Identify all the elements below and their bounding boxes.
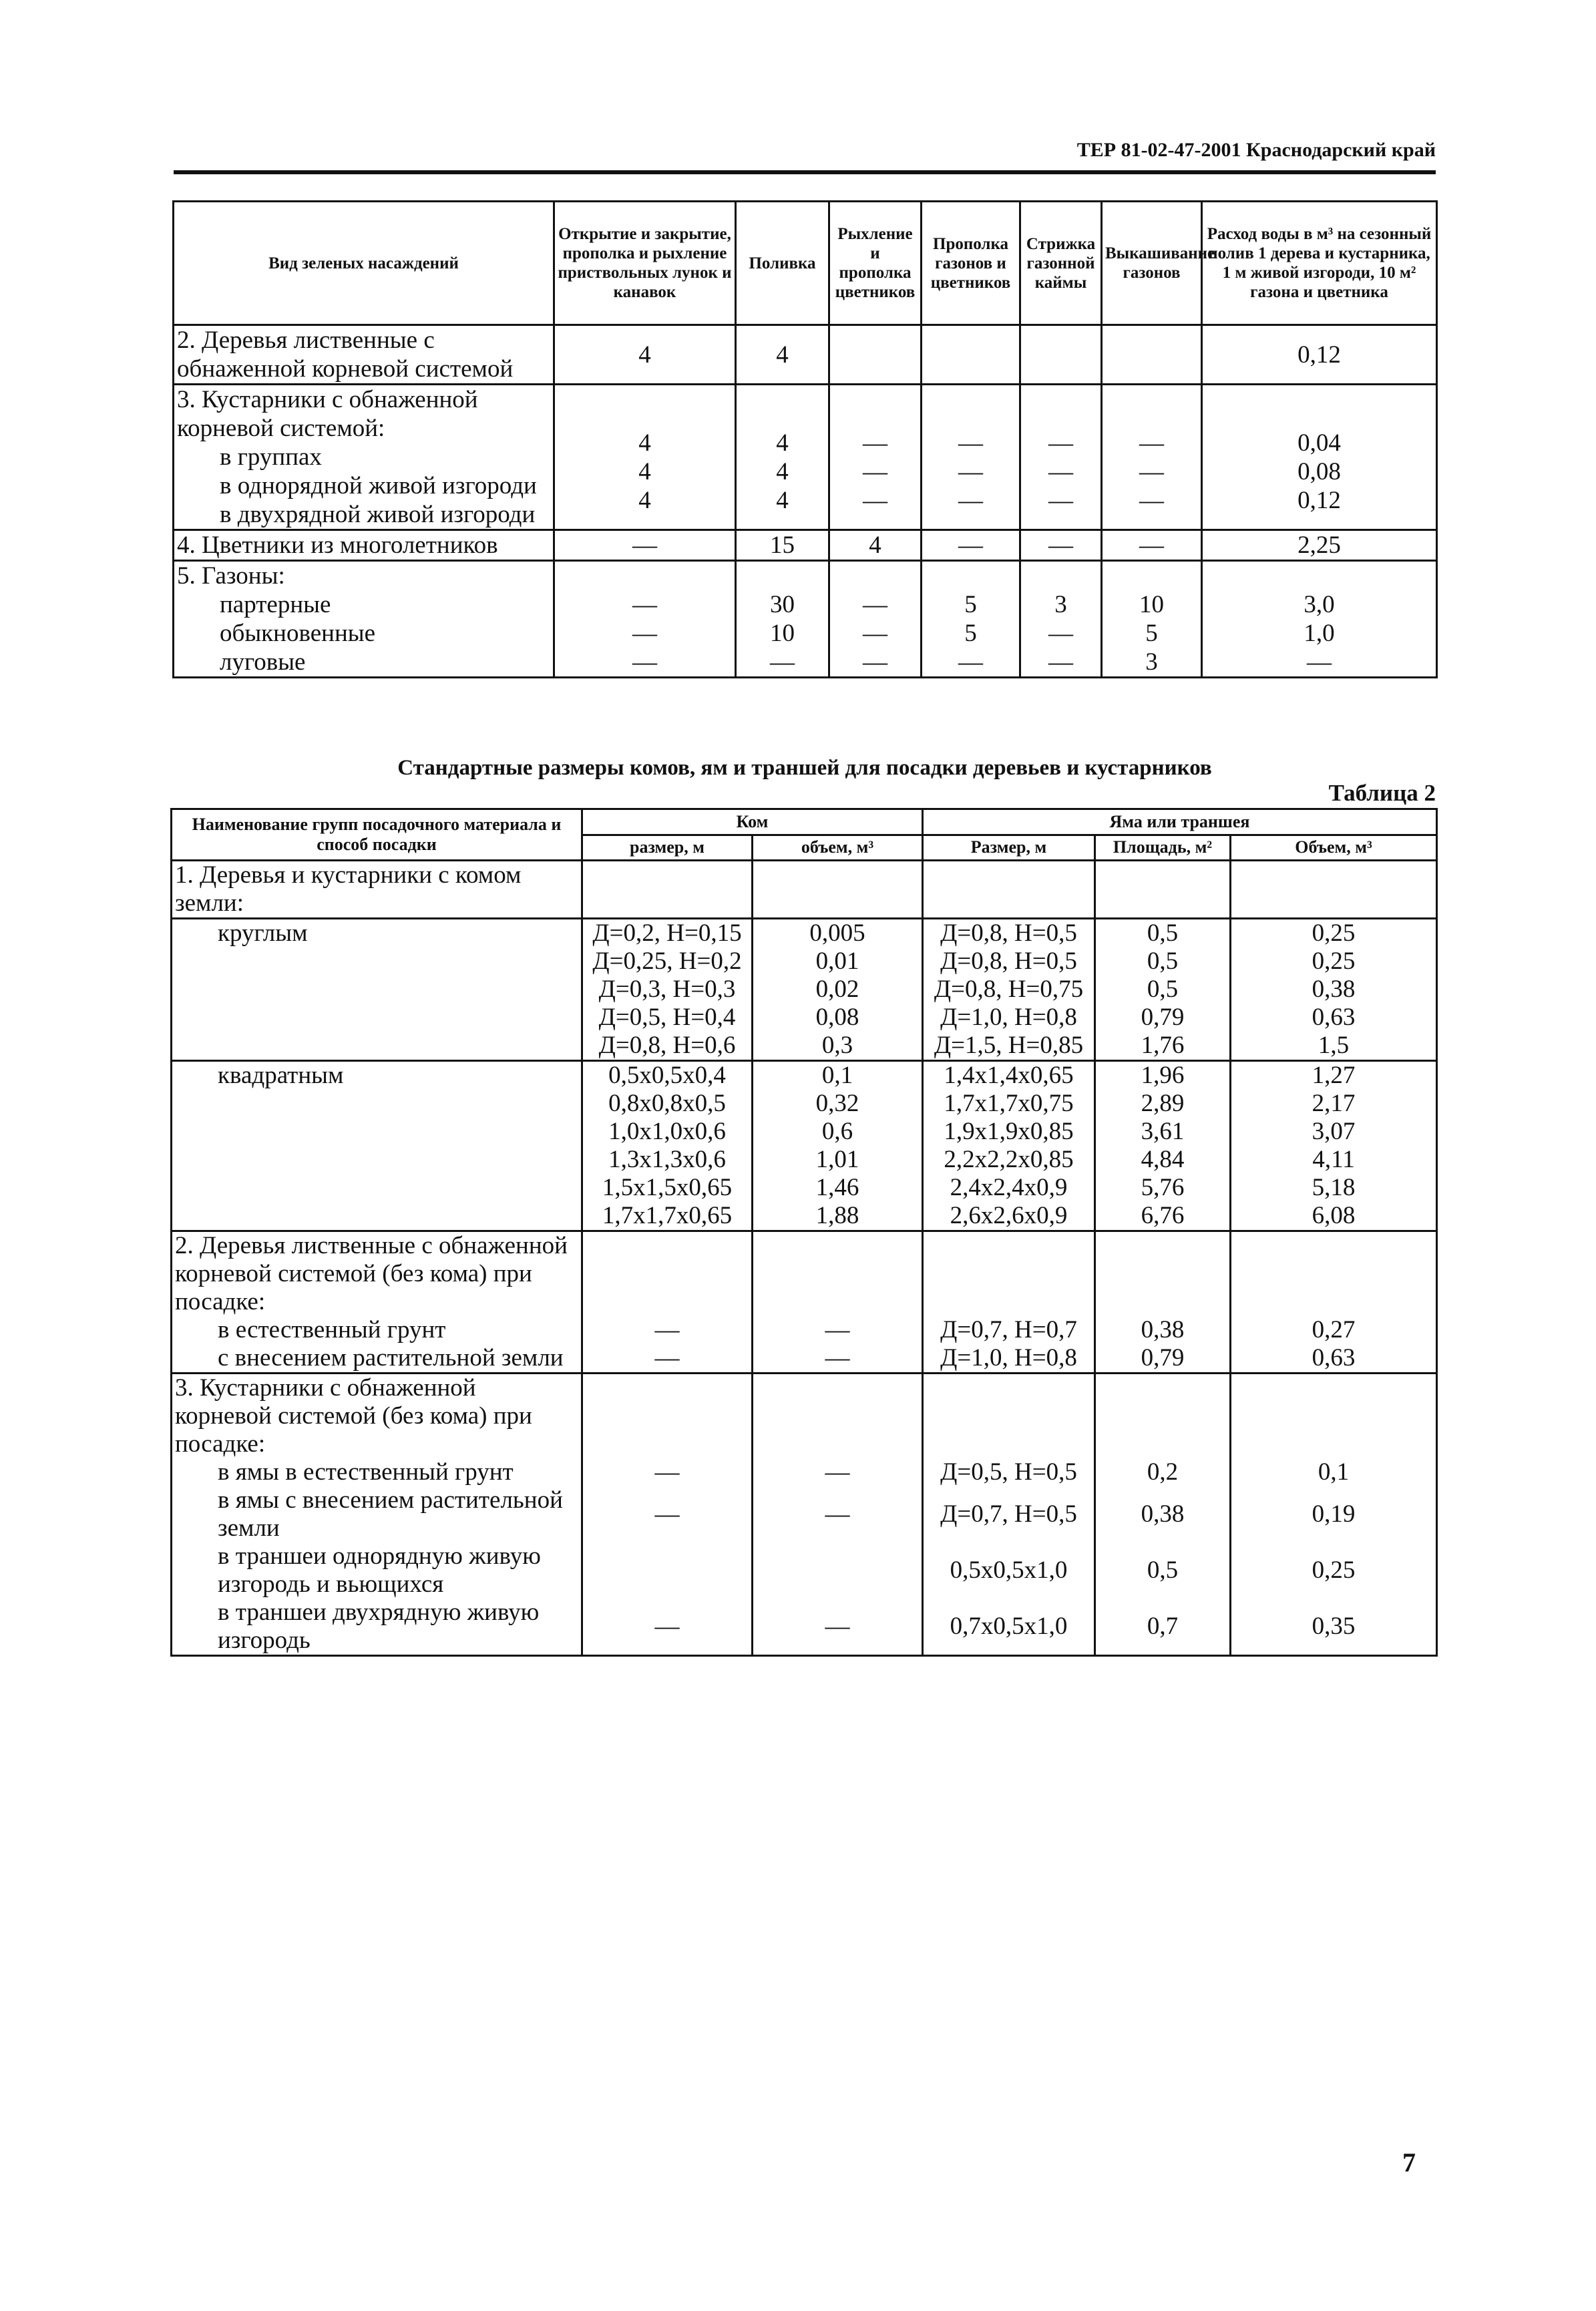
cell-value: 3,0	[1304, 591, 1335, 618]
t2-header-yama-area: Площадь, м²	[1095, 835, 1231, 861]
table-cell	[582, 919, 753, 1061]
cell-value: —	[863, 486, 887, 514]
cell-value	[833, 341, 918, 369]
row-label	[174, 561, 554, 678]
table-cell	[1095, 1374, 1231, 1656]
cell-value: —	[654, 1458, 680, 1486]
table-row	[172, 1231, 1437, 1374]
cell-value: 1,01	[815, 1146, 859, 1173]
cell-value: 1,0х1,0х0,6	[608, 1118, 726, 1145]
cell-value: 5,18	[1312, 1174, 1356, 1201]
cell-value: 0,79	[1141, 1344, 1185, 1372]
cell-value: 10	[770, 620, 795, 647]
cell-value: Д=0,7, Н=0,7	[940, 1316, 1077, 1343]
cell-value: 0,5	[1147, 1556, 1179, 1584]
row-label	[172, 1061, 582, 1231]
cell-value: 1,0	[1304, 620, 1335, 647]
row-label	[174, 530, 554, 561]
table-row	[174, 325, 1437, 385]
cell-value: 15	[770, 532, 795, 559]
header-rule	[174, 170, 1436, 174]
cell-value: —	[1048, 429, 1073, 457]
cell-value: 0,6	[821, 1118, 853, 1145]
cell-value: Д=0,5, Н=0,5	[940, 1458, 1077, 1486]
cell-value: —	[770, 648, 795, 676]
table-cell	[753, 1061, 923, 1231]
row-subitem: луговые	[220, 648, 306, 676]
cell-value: —	[654, 1500, 680, 1528]
cell-value: 0,19	[1312, 1500, 1356, 1528]
cell-value: 1,7х1,7х0,65	[602, 1202, 733, 1229]
cell-spacer	[739, 400, 825, 429]
cell-value: 0,79	[1141, 1004, 1185, 1031]
cell-value: —	[1139, 532, 1164, 559]
cell-value: —	[825, 1500, 850, 1528]
table-cell	[923, 919, 1095, 1061]
cell-value: 0,2	[1147, 1458, 1179, 1486]
table-cell	[1202, 385, 1437, 530]
row-subitem: в траншеи однорядную живую изгородь и вьющихся	[218, 1542, 541, 1598]
t2-header-group: Наименование групп посадочного материала и способ посадки	[172, 809, 582, 861]
cell-value: 5,76	[1141, 1174, 1185, 1201]
cell-value: Д=0,2, Н=0,15	[592, 919, 742, 947]
cell-value: 4	[869, 532, 881, 559]
cell-value: —	[958, 486, 983, 514]
cell-value	[756, 1542, 919, 1599]
table-cell	[923, 861, 1095, 919]
table-row	[172, 1061, 1437, 1231]
cell-spacer	[1024, 400, 1098, 429]
row-label	[172, 1231, 582, 1374]
cell-value: —	[632, 591, 657, 618]
cell-value: 0,02	[815, 976, 859, 1003]
row-label	[174, 385, 554, 530]
cell-value: —	[958, 532, 983, 559]
cell-value: 0,38	[1312, 976, 1356, 1003]
cell-value: Д=0,7, Н=0,5	[940, 1500, 1077, 1528]
cell-value: 4,84	[1141, 1146, 1185, 1173]
table1-header-row	[174, 202, 1437, 325]
cell-value: 0,7	[1147, 1613, 1179, 1640]
row-label	[174, 325, 554, 385]
t2-header-yama-volume: Объем, м³	[1231, 835, 1437, 861]
cell-value: 0,1	[821, 1062, 853, 1089]
table-cell	[1202, 530, 1437, 561]
table-cell	[922, 325, 1020, 385]
cell-value: 2,89	[1141, 1090, 1185, 1117]
table-cell	[554, 325, 736, 385]
cell-value: 5	[964, 620, 977, 647]
t1-header-7: Расход воды в м³ на сезонный полив 1 дерева и кустарника, 1 м живой изгороди, 10 м² газона и цветника	[1202, 202, 1437, 325]
cell-value: Д=0,8, Н=0,5	[940, 948, 1077, 975]
cell-value: 0,25	[1312, 948, 1356, 975]
row-subitem: в однорядной живой изгороди	[220, 472, 537, 499]
page-header: ТЕР 81-02-47-2001 Краснодарский край	[1076, 139, 1436, 161]
cell-value: 0,7х0,5х1,0	[950, 1613, 1068, 1640]
cell-value: Д=0,3, Н=0,3	[598, 976, 736, 1003]
cell-value: 0,38	[1141, 1316, 1185, 1343]
table-cell	[736, 325, 829, 385]
group-label: 5. Газоны:	[177, 562, 285, 590]
table-cell	[753, 861, 923, 919]
table-cell	[1231, 861, 1437, 919]
cell-value: 0,38	[1141, 1500, 1185, 1528]
table1-body	[174, 325, 1437, 678]
table-cell	[829, 385, 922, 530]
cell-value: —	[1139, 486, 1164, 514]
cell-value: 1,3х1,3х0,6	[608, 1146, 726, 1173]
cell-value: 0,01	[815, 948, 859, 975]
cell-value: 0,12	[1298, 486, 1341, 514]
cell-value: 0,12	[1298, 341, 1341, 369]
cell-value: Д=0,8, Н=0,6	[598, 1032, 736, 1059]
cell-value: 0,63	[1312, 1004, 1356, 1031]
cell-value: 5	[1145, 620, 1158, 647]
table-cell	[753, 1231, 923, 1374]
cell-value: 0,005	[809, 919, 865, 947]
cell-value: 6,08	[1312, 1202, 1356, 1229]
table2-number: Таблица 2	[1328, 780, 1436, 806]
cell-value: —	[1048, 620, 1073, 647]
group-label: 2. Деревья лиственные с обнаженной корневой системой	[177, 327, 514, 383]
cell-value: 5	[964, 591, 977, 618]
cell-value: 3,07	[1312, 1118, 1356, 1145]
cell-value: —	[958, 457, 983, 485]
cell-spacer	[833, 562, 918, 590]
row-subitem: круглым	[218, 919, 308, 947]
cell-value	[1105, 341, 1198, 369]
cell-value: 4	[776, 429, 789, 457]
cell-spacer	[925, 400, 1016, 429]
cell-value: 0,25	[1312, 919, 1356, 947]
table-cell	[1095, 861, 1231, 919]
cell-value: 1,46	[815, 1174, 859, 1201]
cell-value: 0,63	[1312, 1344, 1356, 1372]
table-cell	[1020, 561, 1102, 678]
t2-header-yama-size: Размер, м	[923, 835, 1095, 861]
cell-value: 2,6х2,6х0,9	[950, 1202, 1068, 1229]
cell-value: 4	[638, 457, 651, 485]
table-cell	[829, 325, 922, 385]
table-cell	[922, 385, 1020, 530]
cell-value: 2,17	[1312, 1090, 1356, 1117]
table-cell	[1202, 325, 1437, 385]
table-cell	[736, 561, 829, 678]
cell-value: 1,9х1,9х0,85	[944, 1118, 1074, 1145]
cell-value: —	[1048, 648, 1073, 676]
cell-value: 0,5х0,5х1,0	[950, 1556, 1068, 1584]
cell-value: —	[654, 1316, 680, 1343]
cell-value: 1,27	[1312, 1062, 1356, 1089]
table-cell	[582, 1374, 753, 1656]
cell-spacer	[1105, 562, 1198, 590]
cell-value: —	[863, 648, 887, 676]
group-label: 3. Кустарники с обнаженной корневой системой (без кома) при посадке:	[175, 1374, 532, 1458]
table-cell	[1095, 1231, 1231, 1374]
table-cell	[1202, 561, 1437, 678]
row-subitem: квадратным	[218, 1062, 344, 1089]
table-cell	[1231, 919, 1437, 1061]
table-row	[174, 561, 1437, 678]
table-cell	[554, 530, 736, 561]
cell-value: —	[863, 429, 887, 457]
table-cell	[1231, 1374, 1437, 1656]
cell-value: —	[1307, 648, 1332, 676]
table-cell	[922, 530, 1020, 561]
cell-value: 3	[1054, 591, 1067, 618]
group-label: 4. Цветники из многолетников	[177, 532, 498, 559]
cell-spacer	[739, 562, 825, 590]
group-label: 2. Деревья лиственные с обнаженной корневой системой (без кома) при посадке:	[175, 1232, 568, 1315]
t1-header-6: Выкашивание газонов	[1102, 202, 1202, 325]
t2-header-kom-size: размер, м	[582, 835, 753, 861]
t2-header-yama: Яма или траншея	[923, 809, 1437, 835]
table2-body	[172, 861, 1437, 1656]
t1-header-4: Прополка газонов и цветников	[922, 202, 1020, 325]
cell-value: —	[654, 1344, 680, 1372]
cell-value: —	[825, 1458, 850, 1486]
row-subitem: в ямы с внесением растительной земли	[218, 1486, 563, 1542]
group-label: 1. Деревья и кустарники с комом земли:	[172, 861, 582, 919]
row-label	[172, 919, 582, 1061]
cell-value: 0,5х0,5х0,4	[608, 1062, 726, 1089]
cell-value: 4	[776, 486, 789, 514]
table-cell	[1102, 530, 1202, 561]
row-subitem: в траншеи двухрядную живую изгородь	[218, 1599, 540, 1654]
cell-value: 6,76	[1141, 1202, 1185, 1229]
cell-value: —	[863, 620, 887, 647]
table-row	[172, 1374, 1437, 1656]
cell-value: 3,61	[1141, 1118, 1185, 1145]
table-cell	[753, 1374, 923, 1656]
cell-value: 4,11	[1312, 1146, 1355, 1173]
cell-value: 1,76	[1141, 1032, 1185, 1059]
cell-spacer	[1205, 562, 1433, 590]
table-cell	[1231, 1231, 1437, 1374]
cell-value: —	[632, 620, 657, 647]
cell-value: 2,4х2,4х0,9	[950, 1174, 1068, 1201]
table-cell	[922, 561, 1020, 678]
row-label	[172, 1374, 582, 1656]
table-cell	[829, 530, 922, 561]
row-subitem: партерные	[220, 591, 331, 618]
cell-value	[925, 341, 1016, 369]
table-cell	[736, 385, 829, 530]
table-cell	[1020, 385, 1102, 530]
cell-value: 1,7х1,7х0,75	[944, 1090, 1074, 1117]
cell-value	[586, 1542, 749, 1599]
row-subitem: в естественный грунт	[218, 1316, 446, 1343]
cell-value: Д=1,0, Н=0,8	[940, 1004, 1077, 1031]
cell-value: —	[654, 1613, 680, 1640]
table-cell	[1095, 919, 1231, 1061]
cell-value: —	[825, 1613, 850, 1640]
row-subitem: в ямы в естественный грунт	[218, 1458, 514, 1486]
cell-value: 10	[1139, 591, 1164, 618]
cell-value: —	[1048, 486, 1073, 514]
table-row	[172, 861, 1437, 919]
cell-spacer	[925, 562, 1016, 590]
row-subitem: в двухрядной живой изгороди	[220, 501, 536, 528]
cell-value: 0,08	[815, 1004, 859, 1031]
table-cell	[1231, 1061, 1437, 1231]
cell-value: —	[863, 591, 887, 618]
cell-value: Д=0,8, Н=0,5	[940, 919, 1077, 947]
cell-value: 1,5	[1318, 1032, 1350, 1059]
table-cell	[1095, 1061, 1231, 1231]
cell-value: 0,08	[1298, 457, 1341, 485]
cell-value: 4	[638, 341, 651, 369]
cell-value: 4	[776, 457, 789, 485]
table-cell	[1102, 561, 1202, 678]
cell-value: 1,4х1,4х0,65	[944, 1062, 1074, 1089]
table2-header-row-1	[172, 809, 1437, 835]
table-row	[172, 919, 1437, 1061]
cell-value: —	[958, 429, 983, 457]
cell-value: 0,8х0,8х0,5	[608, 1090, 726, 1117]
t2-header-kom-volume: объем, м³	[753, 835, 923, 861]
t1-header-2: Поливка	[736, 202, 829, 325]
cell-value: 1,5х1,5х0,65	[602, 1174, 733, 1201]
table-cell	[1020, 325, 1102, 385]
cell-value: Д=1,0, Н=0,8	[940, 1344, 1077, 1372]
cell-spacer	[1105, 400, 1198, 429]
cell-value: 0,5	[1147, 976, 1179, 1003]
t1-header-5: Стрижка газонной каймы	[1020, 202, 1102, 325]
cell-value: 0,27	[1312, 1316, 1356, 1343]
cell-value: 2,2х2,2х0,85	[944, 1146, 1074, 1173]
table-1	[172, 200, 1438, 678]
cell-value: Д=1,5, Н=0,85	[934, 1032, 1084, 1059]
cell-value: 1,88	[815, 1202, 859, 1229]
t2-header-kom: Ком	[582, 809, 923, 835]
table-row	[174, 385, 1437, 530]
cell-spacer	[558, 562, 732, 590]
cell-value: —	[825, 1344, 850, 1372]
cell-value: —	[1048, 457, 1073, 485]
table-2	[170, 808, 1438, 1657]
cell-value: 0,1	[1318, 1458, 1350, 1486]
cell-spacer	[558, 400, 732, 429]
cell-value: 4	[638, 429, 651, 457]
table-cell	[582, 1061, 753, 1231]
cell-value: 2,25	[1298, 532, 1341, 559]
cell-spacer	[1024, 562, 1098, 590]
row-subitem: с внесением растительной земли	[218, 1344, 564, 1372]
table-cell	[1020, 530, 1102, 561]
table-cell	[582, 861, 753, 919]
table-cell	[923, 1231, 1095, 1374]
table-cell	[554, 385, 736, 530]
cell-value: —	[863, 457, 887, 485]
cell-value: 4	[638, 486, 651, 514]
group-label: 3. Кустарники с обнаженной корневой системой:	[177, 386, 478, 442]
table2-title: Стандартные размеры комов, ям и траншей для посадки деревьев и кустарников	[397, 756, 1212, 780]
row-subitem: в группах	[220, 443, 322, 471]
cell-value: 0,32	[815, 1090, 859, 1117]
t1-header-1: Открытие и закрытие, прополка и рыхление приствольных лунок и канавок	[554, 202, 736, 325]
table-cell	[1102, 325, 1202, 385]
t1-header-3: Рыхление и прополка цветников	[829, 202, 922, 325]
cell-spacer	[1205, 400, 1433, 429]
table-cell	[582, 1231, 753, 1374]
table-cell	[829, 561, 922, 678]
cell-value: 30	[770, 591, 795, 618]
cell-value: Д=0,5, Н=0,4	[598, 1004, 736, 1031]
cell-value: —	[825, 1316, 850, 1343]
cell-value: 0,25	[1312, 1556, 1356, 1584]
table-cell	[1102, 385, 1202, 530]
table-cell	[923, 1061, 1095, 1231]
cell-value: 1,96	[1141, 1062, 1185, 1089]
t1-header-0: Вид зеленых насаждений	[174, 202, 554, 325]
cell-value: 4	[776, 341, 789, 369]
table-cell	[753, 919, 923, 1061]
cell-value: 0,35	[1312, 1613, 1356, 1640]
page-number: 7	[1402, 2147, 1416, 2177]
cell-value: Д=0,8, Н=0,75	[934, 976, 1084, 1003]
cell-value: Д=0,25, Н=0,2	[592, 948, 742, 975]
cell-value: 0,04	[1298, 429, 1341, 457]
table-cell	[736, 530, 829, 561]
cell-value: —	[958, 648, 983, 676]
cell-value: —	[1048, 532, 1073, 559]
table-cell	[923, 1374, 1095, 1656]
cell-value: —	[632, 532, 657, 559]
table-row	[174, 530, 1437, 561]
cell-value	[1024, 341, 1098, 369]
cell-value: —	[1139, 429, 1164, 457]
table-cell	[554, 561, 736, 678]
cell-value: 0,5	[1147, 919, 1179, 947]
cell-value: 3	[1145, 648, 1158, 676]
cell-value: 0,5	[1147, 948, 1179, 975]
cell-value: 0,3	[821, 1032, 853, 1059]
cell-value: —	[1139, 457, 1164, 485]
cell-spacer	[833, 400, 918, 429]
row-subitem: обыкновенные	[220, 620, 376, 647]
cell-value: —	[632, 648, 657, 676]
